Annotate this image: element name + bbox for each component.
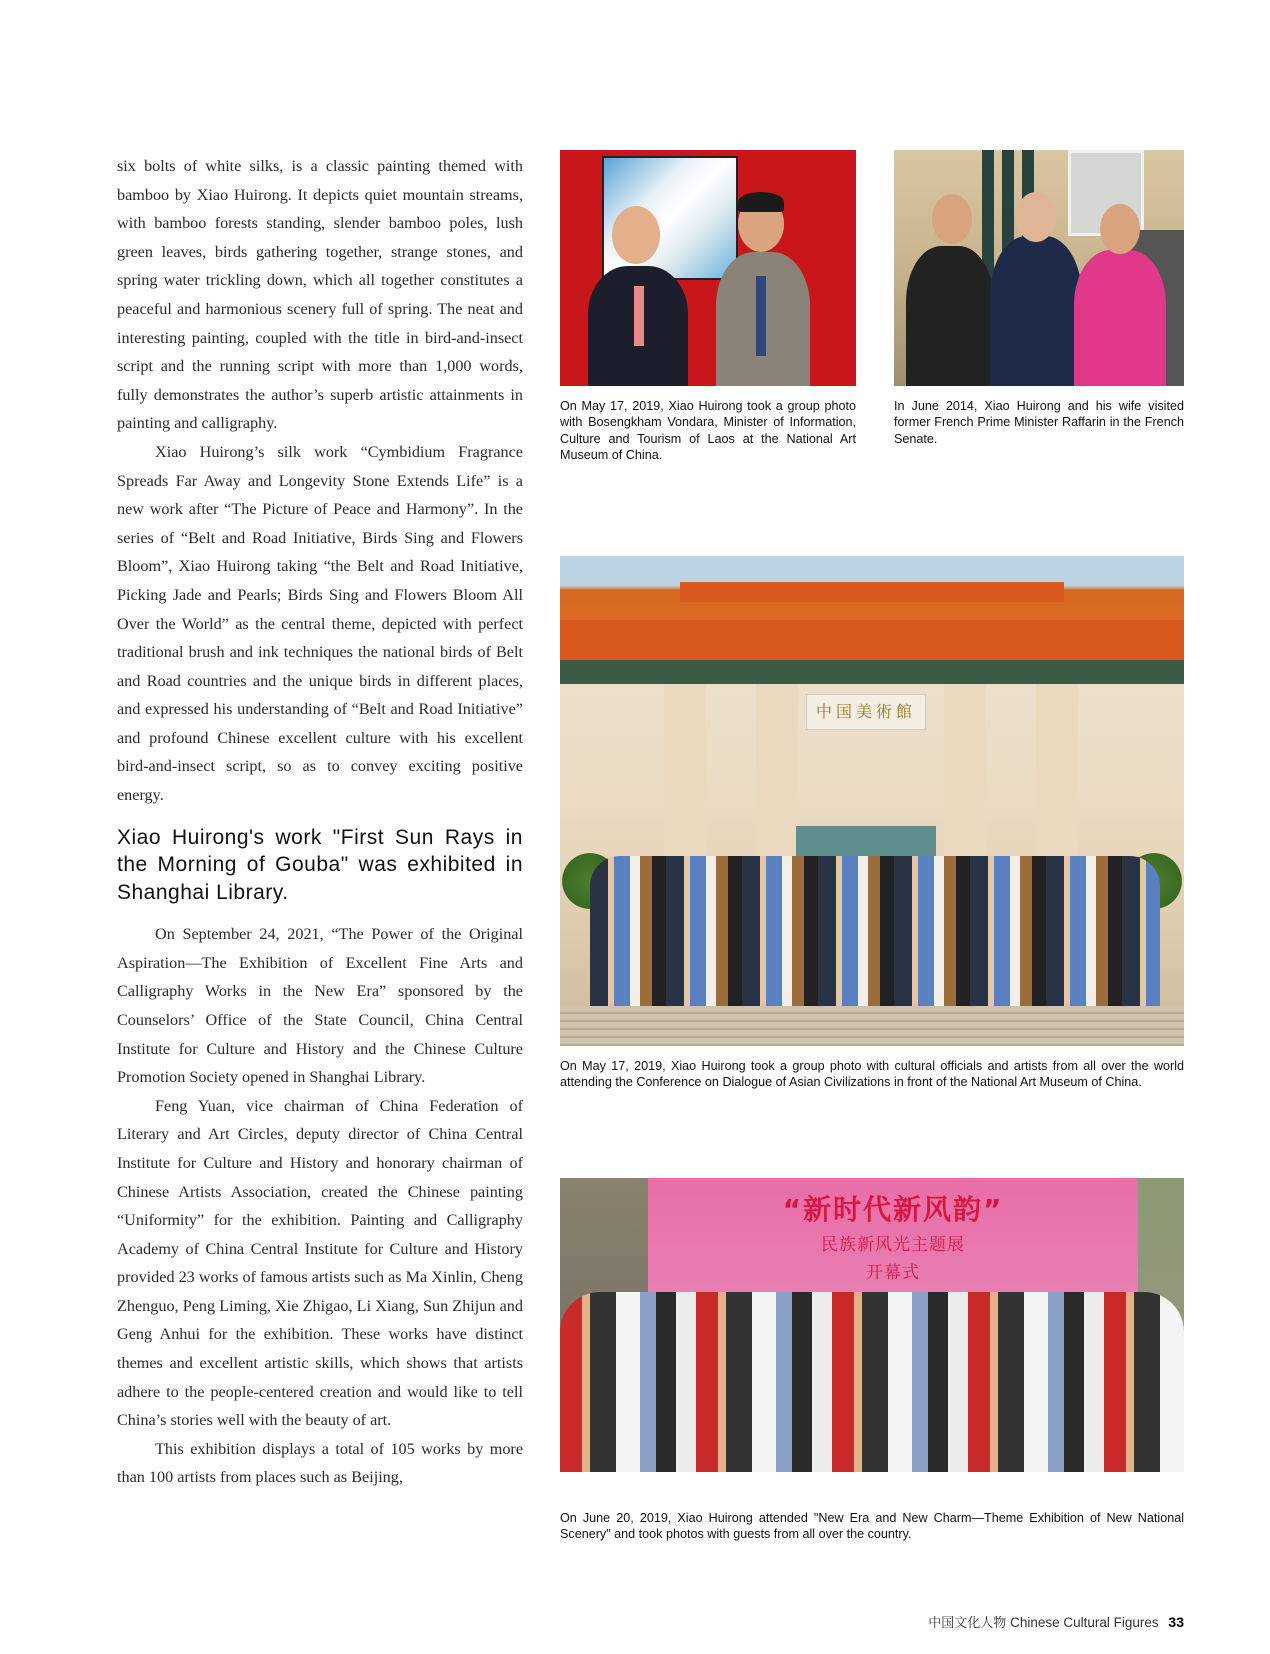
column bbox=[944, 684, 986, 884]
roof-beam bbox=[560, 660, 1184, 684]
tie bbox=[756, 276, 766, 356]
article-paragraph: Xiao Huirong’s silk work “Cymbidium Fragrance Spreads Far Away and Longevity Stone Extends Life” is a new work after “The Picture of Peace and Harmony”. In the series of “Belt and Road Initiative, Birds Sing and Flowers Bloom”, Xiao Huirong taking “the Belt and Road Initiative, Picking Jade and Pearls; Birds Sing and Flowers Bloom All Over the World” as the central theme, depicted with perfect traditional brush and ink techniques the national birds of Belt and Road countries and the unique birds in different places, and expressed his understanding of “Belt and Road Initiative” and profound Chinese excellent culture with his excellent bird-and-insect script, so as to convey exciting positive energy. bbox=[117, 442, 523, 805]
tie bbox=[634, 286, 644, 346]
magazine-name-cn: 中国文化人物 bbox=[928, 1616, 1007, 1631]
steps bbox=[560, 1006, 1184, 1046]
article-paragraph: Feng Yuan, vice chairman of China Federation of Literary and Art Circles, deputy director of China Central Institute for Culture and History and honorary chairman of Chinese Artists Association, created the Chinese painting “Uniformity” for the exhibition. Painting and Calligraphy Academy of China Central Institute for Culture and History provided 23 works of famous artists such as Ma Xinlin, Cheng Zhenguo, Peng Liming, Xie Zhigao, Li Xiang, Sun Zhijun and Geng Anhui for the exhibition. These works have distinct themes and excellent artistic skills, which shows that artists adhere to the people-centered creation and would like to tell China’s stories well with the beauty of art. bbox=[117, 1096, 523, 1430]
section-heading: Xiao Huirong's work "First Sun Rays in the Morning of Gouba" was exhibited in Shanghai Library. bbox=[117, 825, 523, 904]
roof bbox=[560, 620, 1184, 660]
article-paragraph: six bolts of white silks, is a classic painting themed with bamboo by Xiao Huirong. It depicts quiet mountain streams, with bamboo forests standing, slender bamboo poles, lush green leaves, birds gathering together, strange stones, and spring water trickling down, which all together constitutes a peaceful and harmonious scenery full of spring. The neat and interesting painting, coupled with the title in bird-and-insect script and the running script with more than 1,000 words, fully demonstrates the author’s superb artistic attainments in painting and calligraphy. bbox=[117, 157, 523, 433]
person-head bbox=[1016, 192, 1056, 242]
column bbox=[756, 684, 798, 884]
person-figure bbox=[990, 236, 1082, 386]
upper-roof bbox=[680, 582, 1064, 602]
photo-caption: On June 20, 2019, Xiao Huirong attended "New Era and New Charm—Theme Exhibition of New National Scenery" and took photos with guests from all over the country. bbox=[560, 1511, 1184, 1542]
magazine-name-en: Chinese Cultural Figures bbox=[1010, 1615, 1159, 1630]
article-paragraph: This exhibition displays a total of 105 works by more than 100 artists from places such as Beijing, bbox=[117, 1439, 523, 1487]
banner-subtitle: 开幕式 bbox=[866, 1263, 920, 1283]
person-head bbox=[932, 194, 972, 244]
column bbox=[1036, 684, 1078, 884]
page-footer bbox=[880, 1612, 1184, 1631]
group-of-people bbox=[590, 856, 1160, 1016]
article-body bbox=[117, 152, 523, 1492]
person-head bbox=[1100, 204, 1140, 254]
person-head bbox=[612, 206, 660, 264]
banner-subtitle: 民族新风光主题展 bbox=[821, 1235, 965, 1255]
photo-exhibition-opening bbox=[560, 1178, 1184, 1472]
photo-caption: On May 17, 2019, Xiao Huirong took a group photo with cultural officials and artists from all over the world attending the Conference on Dialogue of Asian Civilizations in front of the National Art Museum of China. bbox=[560, 1059, 1184, 1090]
photo-museum-group bbox=[560, 556, 1184, 1046]
column bbox=[664, 684, 706, 884]
person-hair bbox=[738, 192, 784, 212]
banner-title: “新时代新风韵” bbox=[782, 1193, 1004, 1226]
museum-sign: 中国美術館 bbox=[806, 694, 926, 730]
photo-caption: In June 2014, Xiao Huirong and his wife visited former French Prime Minister Raffarin in the French Senate. bbox=[894, 399, 1184, 446]
person-figure bbox=[906, 246, 994, 386]
photo-laos-minister bbox=[560, 150, 856, 386]
photo-caption: On May 17, 2019, Xiao Huirong took a group photo with Bosengkham Vondara, Minister of Information, Culture and Tourism of Laos at the National Art Museum of China. bbox=[560, 399, 856, 462]
article-paragraph: On September 24, 2021, “The Power of the Original Aspiration—The Exhibition of Excellent Fine Arts and Calligraphy Works in the New Era” sponsored by the Counselors’ Office of the State Council, China Central Institute for Culture and History and the Chinese Culture Promotion Society opened in Shanghai Library. bbox=[117, 925, 523, 1087]
photo-french-senate bbox=[894, 150, 1184, 386]
person-figure bbox=[1074, 250, 1166, 386]
page-number: 33 bbox=[1168, 1614, 1184, 1630]
group-of-people bbox=[560, 1292, 1184, 1472]
